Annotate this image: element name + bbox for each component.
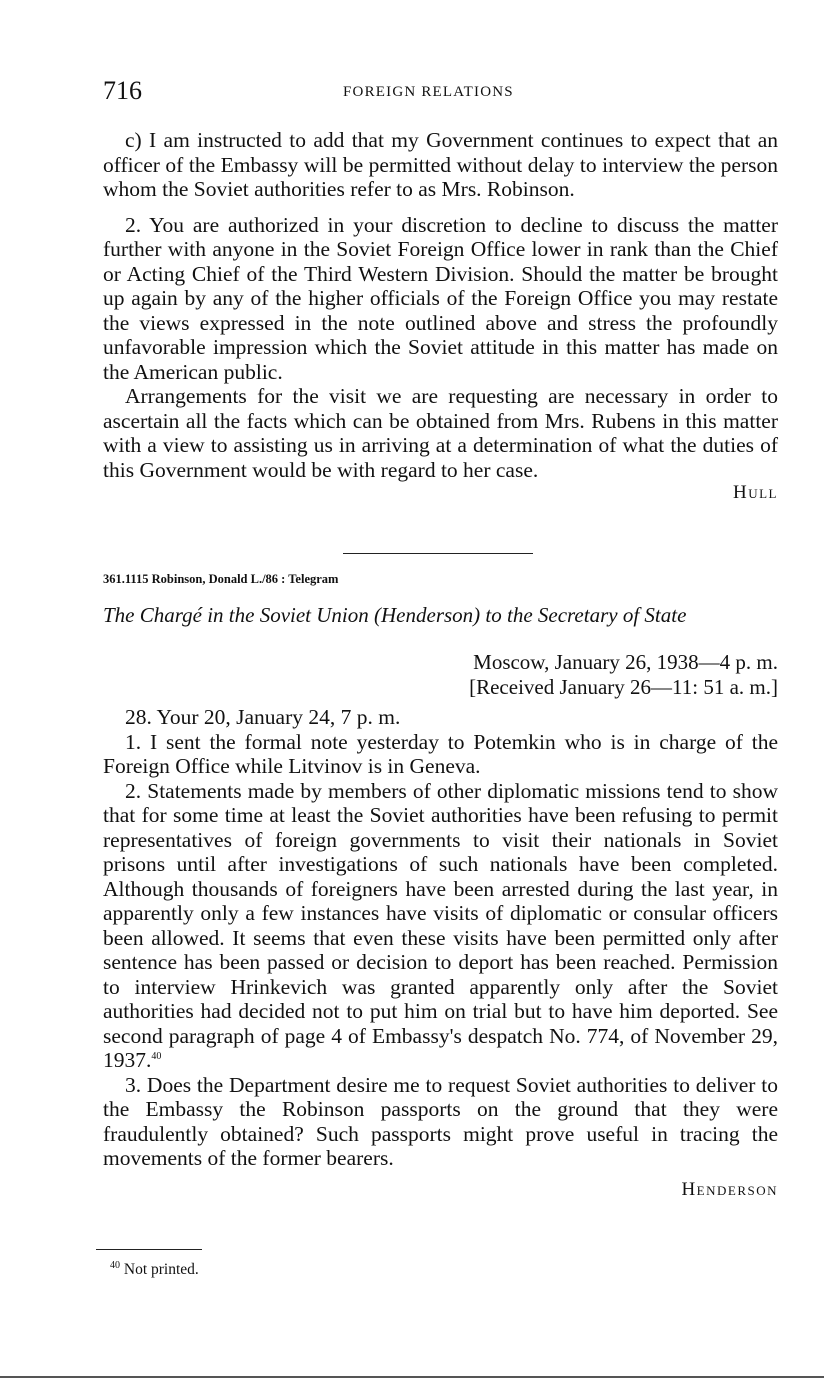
section-divider bbox=[343, 553, 533, 554]
document-title: The Chargé in the Soviet Union (Henderson) to the Secretary of State bbox=[103, 603, 687, 627]
page-number: 716 bbox=[103, 76, 142, 105]
page-header bbox=[103, 76, 778, 108]
page-bottom-edge bbox=[0, 1376, 824, 1378]
paragraph-2-text: 2. Statements made by members of other diplomatic missions tend to show that for some time at least the Soviet authorities have been refusing to permit representatives of foreign governments to visit their nationals in Soviet prisons until after investigations of such nationals have been completed. Although thousands of foreigners have been arrested during the last year, in apparently only a few instances have visits of diplomatic or consular officers been allowed. It seems that even these visits have been permitted only after sentence has been passed or decision to deport has been reached. Permission to interview Hrinkevich was granted apparently only after the Soviet authorities had decided not to put him on trial but to have him deported. See second paragraph of page 4 of Embassy's despatch No. 774, of November 29, 1937. bbox=[103, 778, 778, 1072]
telegram2-body bbox=[103, 705, 778, 1201]
footnote-rule bbox=[96, 1249, 202, 1250]
paragraph-3: 3. Does the Department desire me to request Soviet authorities to deliver to the Embassy the Robinson passports on the ground that they were fraudulently obtained? Such passports might prove useful in tracing the movements of the former bearers. bbox=[103, 1072, 778, 1170]
paragraph-1: 1. I sent the formal note yesterday to Potemkin who is in charge of the Foreign Office while Litvinov is in Geneva. bbox=[103, 729, 778, 778]
footnote-text: Not printed. bbox=[123, 1261, 199, 1278]
file-reference: 361.1115 Robinson, Donald L./86 : Telegram bbox=[103, 572, 339, 586]
signature-henderson: Henderson bbox=[681, 1178, 778, 1200]
signature-hull: Hull bbox=[733, 482, 778, 503]
paragraph-arrangements: Arrangements for the visit we are requesting are necessary in order to ascertain all the facts which can be obtained from Mrs. Rubens in this matter with a view to assisting us in arriving at a determination of what the duties of this Government would be with regard to her case. bbox=[103, 384, 778, 482]
telegram1-body bbox=[103, 128, 778, 504]
running-head: FOREIGN RELATIONS bbox=[343, 84, 514, 100]
paragraph-2 bbox=[103, 779, 778, 1073]
dateline: Moscow, January 26, 1938—4 p. m. bbox=[473, 650, 778, 674]
footnote-marker: 40 bbox=[110, 1259, 120, 1271]
footnote bbox=[110, 1261, 199, 1279]
received-line: [Received January 26—11: 51 a. m.] bbox=[469, 675, 778, 699]
paragraph-2-first: 2. You are authorized in your discretion to decline to discuss the matter further with anyone in the Soviet Foreign Office lower in rank than the Chief or Acting Chief of the Third Western Division. Should the matter be brought up again by any of the higher officials of the Foreign Office you may restate the views expressed in the note outlined above and stress the profoundly unfavorable impression which the Soviet attitude in this matter has made on the American public. bbox=[103, 212, 778, 384]
footnote-ref: 40 bbox=[151, 1050, 162, 1062]
paragraph-28: 28. Your 20, January 24, 7 p. m. bbox=[125, 705, 401, 729]
paragraph-c: c) I am instructed to add that my Government continues to expect that an officer of the Embassy will be permitted without delay to interview the person whom the Soviet authorities refer to as Mrs. Robinson. bbox=[103, 128, 778, 201]
